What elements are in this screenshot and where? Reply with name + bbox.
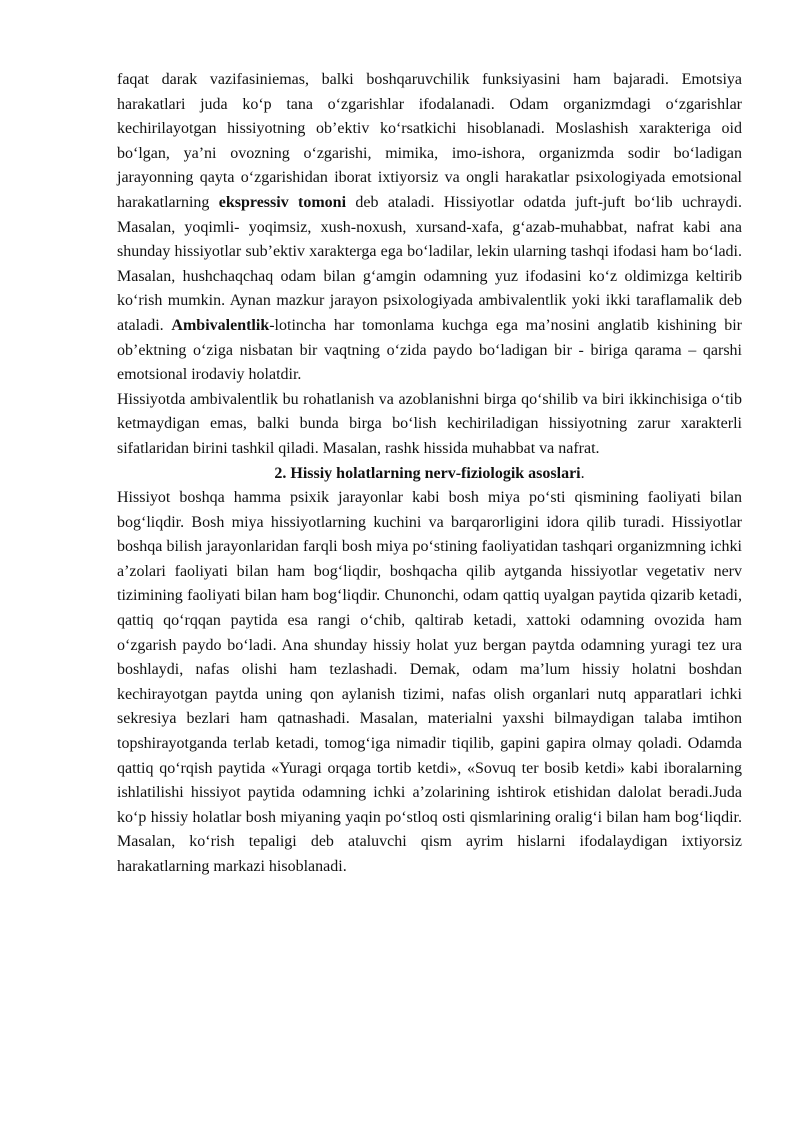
paragraph-text: deb ataladi. Hissiyotlar odatda juft-juft bo‘lib uchraydi. Masalan, yoqimli- yoqimsiz, xush-noxush, xursand-xafa, g‘azab-muhabbat, nafrat kabi ana shunday hissiyotlar sub’ektiv xarakterga ega bo‘ladilar, lekin ularning tashqi ifodasi ham bo‘ladi. Masalan, hushchaqchaq odam bilan g‘amgin odamning yuz ifodasini ko‘z oldimizga keltirib ko‘rish mumkin. Aynan mazkur jarayon psixologiyada ambivalentlik yoki ikki taraflamalik deb ataladi. xyxy=(117,193,742,334)
paragraph-text: -lotincha har tomonlama kuchga ega ma’nosini anglatib kishining bir ob’ektning o‘ziga nisbatan bir vaqtning o‘zida paydo bo‘ladigan bir - biriga qarama – qarshi emotsional irodaviy holatdir. xyxy=(117,316,742,384)
section-heading-suffix: . xyxy=(580,464,585,482)
section-heading xyxy=(117,462,742,487)
paragraph-text: faqat darak vazifasiniemas, balki boshqaruvchilik funksiyasini ham bajaradi. Emotsiya harakatlari juda ko‘p tana o‘zgarishlar ifodalanadi. Odam organizmdagi o‘zgarishlar kechirilayotgan hissiyotning ob’ektiv ko‘rsatkichi hisoblanadi. Moslashish xarakteriga oid bo‘lgan, ya’ni ovozning o‘zgarishi, mimika, imo-ishora, organizmda sodir bo‘ladigan jarayonning qayta o‘zgarishidan iborat ixtiyorsiz va ongli harakatlar psixologiyada emotsional harakatlarning xyxy=(117,71,742,211)
paragraph-neurophysiology: Hissiyot boshqa hamma psixik jarayonlar kabi bosh miya po‘sti qismining faoliyati bilan bog‘liqdir. Bosh miya hissiyotlarning kuchini va barqarorligini idora qilib turadi. Hissiyotlar boshqa bilish jarayonlaridan farqli bosh miya po‘stining faoliyatidan tashqari organizmning ichki a’zolari faoliyati bilan ham bog‘liqdir, boshqacha qilib aytganda hissiyotlar vegetativ nerv tizimining faoliyati bilan ham bog‘liqdir. Chunonchi, odam qattiq uyalgan paytida qizarib ketadi, qattiq qo‘rqqan paytida esa rangi o‘chib, qaltirab ketadi, xattoki odamning ovozida ham o‘zgarish paydo bo‘ladi. Ana shunday hissiy holat yuz bergan paytda odamning yuragi tez ura boshlaydi, nafas olishi ham tezlashadi. Demak, odam ma’lum hissiy holatni boshdan kechirayotgan paytda uning qon aylanish tizimi, nafas olish organlari nutq apparatlari ichki sekresiya bezlari ham qatnashadi. Masalan, materialni yaxshi bilmaydigan talaba imtihon topshirayotganda terlab ketadi, tomog‘iga nimadir tiqilib, gapini gapira olmay qoladi. Odamda qattiq qo‘rqish paytida «Yuragi orqaga tortib ketdi», «Sovuq ter bosib ketdi» kabi iboralarning ishlatilishi hissiyot paytida odamning ichki a’zolarining ishtirok etishidan dalolat beradi.Juda ko‘p hissiy holatlar bosh miyaning yaqin po‘stloq osti qismlarining oralig‘i bilan ham bog‘liqdir. Masalan, ko‘rish tepaligi deb ataluvchi qism ayrim hislarni ifodalaydigan ixtiyorsiz harakatlarning markazi hisoblanadi. xyxy=(117,489,742,875)
bold-term-expressive-side: ekspressiv tomoni xyxy=(218,193,347,211)
section-heading-text: 2. Hissiy holatlarning nerv-fiziologik asoslari xyxy=(274,464,581,482)
document-page xyxy=(117,68,742,880)
paragraph-emotional-expression xyxy=(117,68,742,388)
bold-term-ambivalence: Ambivalentlik xyxy=(171,316,270,334)
paragraph-ambivalence: Hissiyotda ambivalentlik bu rohatlanish va azoblanishni birga qo‘shilib va biri ikkinchisiga o‘tib ketmaydigan emas, balki bunda birga bo‘lish kechiriladigan hissiyotning zarur xarakterli sifatlaridan birini tashkil qiladi. Masalan, rashk hissida muhabbat va nafrat. xyxy=(117,390,742,457)
